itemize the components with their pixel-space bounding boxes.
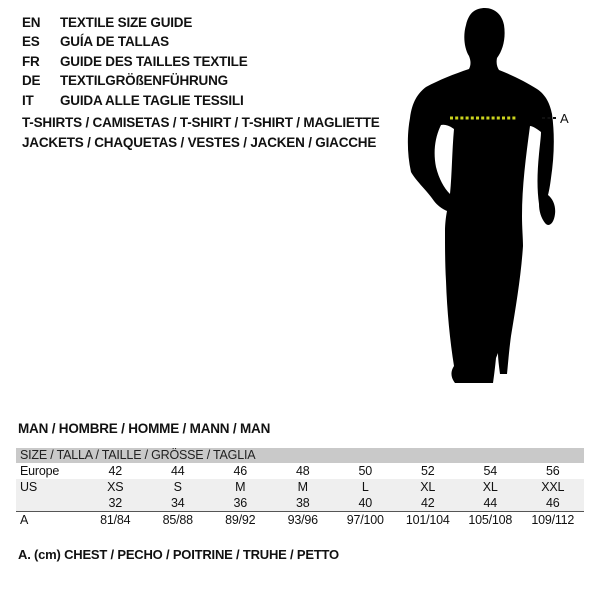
size-cell: 48 <box>295 464 310 478</box>
size-cell: M <box>297 480 308 494</box>
size-cell: XL <box>420 480 436 494</box>
size-cell: XS <box>107 480 124 494</box>
language-code: FR <box>22 53 40 69</box>
size-cell: 44 <box>170 464 185 478</box>
size-cell: S <box>173 480 182 494</box>
size-cell: 44 <box>483 496 497 510</box>
size-cell: 109/112 <box>531 513 575 527</box>
language-label: TEXTILE SIZE GUIDE <box>60 15 193 30</box>
language-code: IT <box>22 92 34 108</box>
language-label: TEXTILGRÖßENFÜHRUNG <box>60 73 228 89</box>
size-cell: 46 <box>233 464 247 478</box>
size-cell: M <box>235 480 246 494</box>
size-cell: 93/96 <box>287 513 318 527</box>
size-table-header: SIZE / TALLA / TAILLE / GRÖSSE / TAGLIA <box>16 448 584 463</box>
size-cell: 32 <box>108 496 122 510</box>
size-cell: 52 <box>420 464 435 478</box>
size-cell: 50 <box>358 464 372 478</box>
language-label: GUIDA ALLE TAGLIE TESSILI <box>60 92 244 108</box>
size-table <box>16 448 584 529</box>
size-cell: 34 <box>170 496 185 510</box>
size-cell: 42 <box>108 464 122 478</box>
measurement-a-label: A <box>560 111 569 126</box>
size-cell: 56 <box>545 464 560 478</box>
table-row-europe <box>16 463 584 479</box>
size-cell: 81/84 <box>100 513 131 527</box>
table-row-numeric <box>16 495 584 511</box>
man-silhouette-figure <box>403 6 573 391</box>
size-cell: 101/104 <box>405 513 450 527</box>
language-row <box>22 13 248 32</box>
language-row <box>22 52 248 71</box>
size-cell: 105/108 <box>468 513 513 527</box>
row-label: A <box>20 513 29 527</box>
category-line-jackets: JACKETS / CHAQUETAS / VESTES / JACKEN / GIACCHE <box>22 135 377 150</box>
category-list <box>22 113 380 153</box>
man-silhouette <box>408 8 555 383</box>
row-label: US <box>20 480 37 494</box>
table-row-chest-a <box>16 511 584 529</box>
language-label: GUIDE DES TAILLES TEXTILE <box>60 53 248 69</box>
row-label: Europe <box>20 464 60 478</box>
language-row <box>22 91 248 110</box>
size-cell: 85/88 <box>162 513 193 527</box>
table-row-us <box>16 479 584 495</box>
language-code: EN <box>22 15 41 30</box>
language-row <box>22 32 248 51</box>
measurement-footnote: A. (cm) CHEST / PECHO / POITRINE / TRUHE / PETTO <box>18 547 339 562</box>
size-cell: 36 <box>233 496 247 510</box>
size-cell: XXL <box>541 480 565 494</box>
size-cell: 46 <box>545 496 560 510</box>
size-cell: 89/92 <box>225 513 256 527</box>
category-line-tshirts: T-SHIRTS / CAMISETAS / T-SHIRT / T-SHIRT / MAGLIETTE <box>22 115 380 130</box>
section-title-man: MAN / HOMBRE / HOMME / MANN / MAN <box>18 421 271 436</box>
size-cell: 54 <box>483 464 497 478</box>
language-list <box>22 13 248 110</box>
size-cell: XL <box>482 480 498 494</box>
size-cell: 42 <box>420 496 435 510</box>
language-label: GUÍA DE TALLAS <box>60 34 169 50</box>
size-cell: L <box>361 480 369 494</box>
language-code: DE <box>22 73 41 89</box>
language-code: ES <box>22 34 40 50</box>
size-cell: 40 <box>358 496 372 510</box>
language-row <box>22 71 248 90</box>
size-cell: 97/100 <box>346 513 384 527</box>
size-cell: 38 <box>295 496 310 510</box>
